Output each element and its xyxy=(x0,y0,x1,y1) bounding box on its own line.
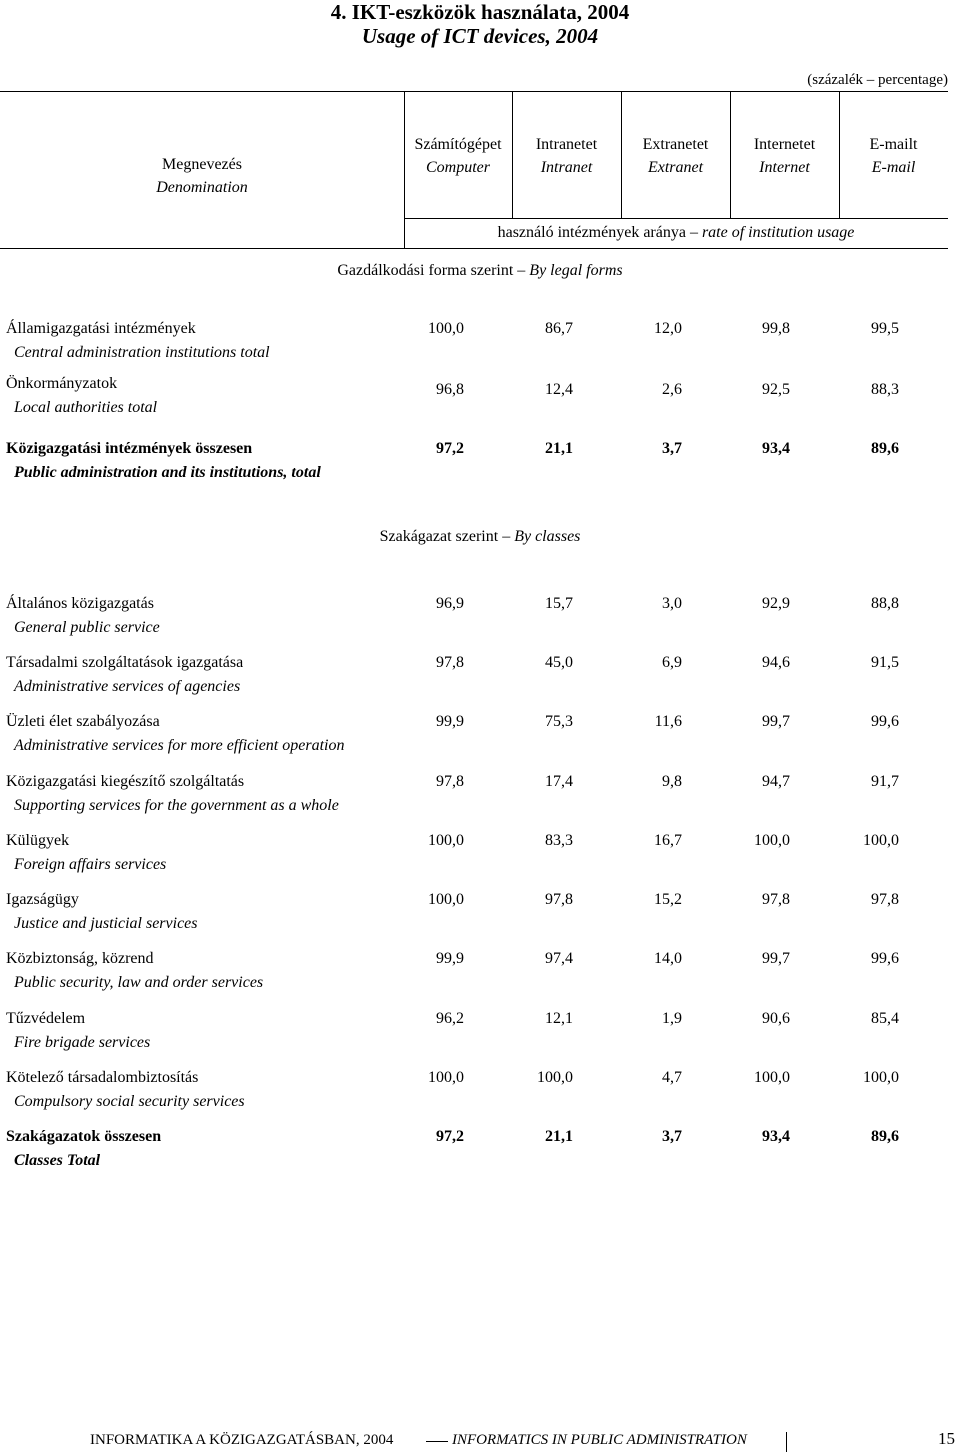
cell-computer: 99,9 xyxy=(436,713,464,730)
row-label-en: General public service xyxy=(14,619,160,636)
footer-separator xyxy=(786,1432,787,1452)
cell-email: 97,8 xyxy=(871,891,899,908)
row-label-en: Public administration and its institutions, total xyxy=(14,464,321,481)
usage-hu: használó intézmények aránya – xyxy=(497,224,698,241)
title-hungarian: 4. IKT-eszközök használata, 2004 xyxy=(330,0,630,24)
cell-internet: 93,4 xyxy=(762,1128,790,1145)
cell-extranet: 16,7 xyxy=(654,832,682,849)
header-top-rule xyxy=(0,91,948,92)
header-col-en: Intranet xyxy=(540,159,593,176)
cell-computer: 96,2 xyxy=(436,1010,464,1027)
section-heading-en: By legal forms xyxy=(529,262,623,279)
row-label-en: Supporting services for the government as a whole xyxy=(14,797,339,814)
cell-internet: 92,9 xyxy=(762,595,790,612)
row-label-hu: Önkormányzatok xyxy=(6,375,118,392)
usage-en: rate of institution usage xyxy=(701,224,855,241)
row-label-hu: Társadalmi szolgáltatások igazgatása xyxy=(6,654,244,671)
cell-extranet: 3,0 xyxy=(662,595,682,612)
section-heading-en: By classes xyxy=(514,528,581,545)
cell-computer: 100,0 xyxy=(428,320,464,337)
footer-dash xyxy=(426,1441,448,1442)
table-row-total xyxy=(0,1128,960,1178)
section-heading-legal-forms: Gazdálkodási forma szerint – By legal forms xyxy=(337,262,623,279)
cell-intranet: 21,1 xyxy=(545,440,573,457)
header-col-email xyxy=(839,133,948,179)
header-col-hu: Intranetet xyxy=(535,136,598,153)
cell-extranet: 2,6 xyxy=(662,381,682,398)
row-label-hu: Külügyek xyxy=(6,832,70,849)
cell-internet: 90,6 xyxy=(762,1010,790,1027)
cell-internet: 99,8 xyxy=(762,320,790,337)
cell-intranet: 45,0 xyxy=(545,654,573,671)
header-col-en: Extranet xyxy=(647,159,704,176)
cell-internet: 97,8 xyxy=(762,891,790,908)
cell-email: 99,6 xyxy=(871,713,899,730)
cell-intranet: 17,4 xyxy=(545,773,573,790)
cell-intranet: 15,7 xyxy=(545,595,573,612)
cell-internet: 94,6 xyxy=(762,654,790,671)
header-col-internet xyxy=(730,133,839,179)
table-row xyxy=(0,320,960,370)
cell-intranet: 97,8 xyxy=(545,891,573,908)
table-row xyxy=(0,595,960,645)
table-row xyxy=(0,950,960,1000)
table-row xyxy=(0,1010,960,1060)
header-mid-rule xyxy=(404,218,948,219)
header-col-en: Internet xyxy=(759,159,810,176)
table-row xyxy=(0,375,960,425)
row-label-hu: Közigazgatási intézmények összesen xyxy=(6,440,253,457)
cell-computer: 97,8 xyxy=(436,773,464,790)
cell-intranet: 21,1 xyxy=(545,1128,573,1145)
cell-email: 100,0 xyxy=(863,1069,899,1086)
cell-computer: 97,8 xyxy=(436,654,464,671)
cell-computer: 97,2 xyxy=(436,1128,464,1145)
cell-internet: 92,5 xyxy=(762,381,790,398)
cell-email: 99,6 xyxy=(871,950,899,967)
cell-extranet: 1,9 xyxy=(662,1010,682,1027)
row-label-hu: Közbiztonság, közrend xyxy=(6,950,154,967)
row-label-en: Local authorities total xyxy=(14,399,158,416)
cell-email: 88,8 xyxy=(871,595,899,612)
table-row xyxy=(0,773,960,823)
table-row-total xyxy=(0,440,960,490)
unit-note: (százalék – percentage) xyxy=(807,72,948,88)
row-label-hu: Általános közigazgatás xyxy=(6,595,154,612)
row-label-en: Administrative services for more efficient operation xyxy=(14,737,345,754)
row-label-hu: Üzleti élet szabályozása xyxy=(6,713,160,730)
row-label-en: Foreign affairs services xyxy=(14,856,167,873)
row-label-en: Compulsory social security services xyxy=(14,1093,245,1110)
row-label-en: Central administration institutions total xyxy=(14,344,270,361)
section-heading-hu: Gazdálkodási forma szerint xyxy=(337,262,514,279)
cell-extranet: 3,7 xyxy=(662,1128,682,1145)
header-col-en: Computer xyxy=(426,159,490,176)
cell-computer: 100,0 xyxy=(428,891,464,908)
cell-intranet: 12,1 xyxy=(545,1010,573,1027)
header-col-en: E-mail xyxy=(871,159,916,176)
cell-computer: 100,0 xyxy=(428,1069,464,1086)
cell-internet: 93,4 xyxy=(762,440,790,457)
cell-intranet: 97,4 xyxy=(545,950,573,967)
footer-title-hu: INFORMATIKA A KÖZIGAZGATÁSBAN, 2004 xyxy=(90,1432,394,1448)
cell-computer: 100,0 xyxy=(428,832,464,849)
cell-email: 91,5 xyxy=(871,654,899,671)
cell-email: 88,3 xyxy=(871,381,899,398)
cell-extranet: 11,6 xyxy=(654,713,682,730)
cell-email: 89,6 xyxy=(871,440,899,457)
row-label-en: Fire brigade services xyxy=(14,1034,151,1051)
footer-title-en-text: INFORMATICS IN PUBLIC ADMINISTRATION xyxy=(452,1432,747,1448)
section-heading-hu: Szakágazat szerint xyxy=(379,528,499,545)
row-label-hu: Igazságügy xyxy=(6,891,79,908)
title-english: Usage of ICT devices, 2004 xyxy=(361,24,599,48)
cell-extranet: 4,7 xyxy=(662,1069,682,1086)
row-label-hu: Tűzvédelem xyxy=(6,1010,86,1027)
cell-extranet: 9,8 xyxy=(662,773,682,790)
row-label-hu: Közigazgatási kiegészítő szolgáltatás xyxy=(6,773,245,790)
cell-extranet: 14,0 xyxy=(654,950,682,967)
cell-email: 89,6 xyxy=(871,1128,899,1145)
page-title xyxy=(0,0,960,48)
header-denomination xyxy=(0,153,404,199)
table-row xyxy=(0,891,960,941)
cell-internet: 100,0 xyxy=(754,832,790,849)
header-col-hu: Számítógépet xyxy=(414,136,502,153)
cell-internet: 99,7 xyxy=(762,713,790,730)
footer-title-en xyxy=(452,1432,747,1449)
cell-extranet: 15,2 xyxy=(654,891,682,908)
header-col-hu: Internetet xyxy=(753,136,816,153)
header-col-hu: Extranetet xyxy=(642,136,709,153)
section-heading-classes: Szakágazat szerint – By classes xyxy=(379,528,581,545)
row-label-en: Justice and justicial services xyxy=(14,915,198,932)
cell-computer: 96,9 xyxy=(436,595,464,612)
cell-internet: 99,7 xyxy=(762,950,790,967)
cell-internet: 94,7 xyxy=(762,773,790,790)
cell-extranet: 6,9 xyxy=(662,654,682,671)
cell-email: 85,4 xyxy=(871,1010,899,1027)
row-label-en: Administrative services of agencies xyxy=(14,678,241,695)
row-label-hu: Kötelező társadalombiztosítás xyxy=(6,1069,199,1086)
table-row xyxy=(0,654,960,704)
cell-email: 100,0 xyxy=(863,832,899,849)
table-row xyxy=(0,832,960,882)
row-label-en: Classes Total xyxy=(14,1152,101,1169)
cell-intranet: 83,3 xyxy=(545,832,573,849)
cell-internet: 100,0 xyxy=(754,1069,790,1086)
cell-computer: 97,2 xyxy=(436,440,464,457)
cell-computer: 99,9 xyxy=(436,950,464,967)
cell-intranet: 12,4 xyxy=(545,381,573,398)
cell-extranet: 12,0 xyxy=(654,320,682,337)
cell-extranet: 3,7 xyxy=(662,440,682,457)
row-label-en: Public security, law and order services xyxy=(14,974,264,991)
table-row xyxy=(0,713,960,763)
cell-computer: 96,8 xyxy=(436,381,464,398)
table-row xyxy=(0,1069,960,1119)
cell-intranet: 75,3 xyxy=(545,713,573,730)
header-col-extranet xyxy=(621,133,730,179)
header-col-computer xyxy=(404,133,512,179)
usage-subheader xyxy=(404,224,948,242)
header-bottom-rule xyxy=(0,248,948,249)
header-col-intranet xyxy=(512,133,621,179)
cell-email: 99,5 xyxy=(871,320,899,337)
page-number: 15 xyxy=(938,1429,955,1448)
cell-intranet: 100,0 xyxy=(537,1069,573,1086)
cell-intranet: 86,7 xyxy=(545,320,573,337)
header-denomination-hu: Megnevezés xyxy=(162,156,242,173)
header-col-hu: E-mailt xyxy=(869,136,918,153)
cell-email: 91,7 xyxy=(871,773,899,790)
row-label-hu: Államigazgatási intézmények xyxy=(6,320,196,337)
row-label-hu: Szakágazatok összesen xyxy=(6,1128,162,1145)
header-denomination-en: Denomination xyxy=(156,179,248,196)
